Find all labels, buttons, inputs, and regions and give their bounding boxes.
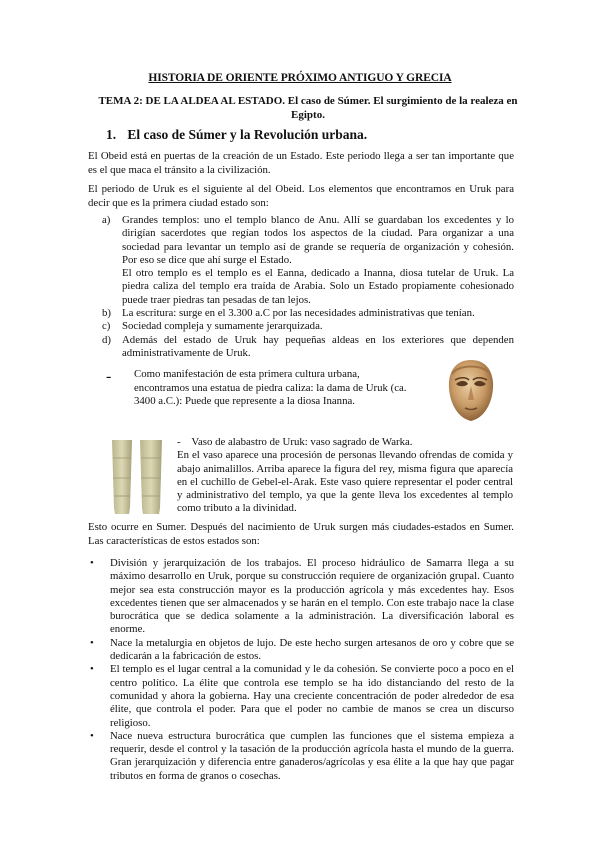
list-item [88, 214, 514, 307]
dama-de-uruk-text: Como manifestación de esta primera cultura urbana, encontramos una estatua de piedra caliza: la dama de Uruk (ca. 3400 a.C.): Puede que represente a la diosa Inanna. [134, 368, 407, 408]
mask-illustration [440, 356, 502, 424]
lady-of-uruk-image [440, 356, 502, 424]
list-item-text: Además del estado de Uruk hay pequeñas aldeas en los exteriores que dependen administrativamente de Uruk. [122, 333, 514, 359]
list-item [88, 557, 514, 637]
bullet-marker: • [90, 729, 94, 742]
list-marker: d) [102, 333, 111, 346]
list-marker: b) [102, 307, 111, 320]
list-item [88, 730, 514, 783]
warka-vase-note [177, 436, 513, 516]
list-item-text: Sociedad compleja y sumamente jerarquizada. [122, 320, 323, 333]
list-marker: c) [102, 320, 111, 333]
list-item-text: La escritura: surge en el 3.300 a.C por las necesidades administrativas que tenían. [122, 307, 475, 320]
section-number: 1. [106, 127, 117, 142]
document-title: HISTORIA DE ORIENTE PRÓXIMO ANTIGUO Y GRECIA [148, 72, 452, 84]
paragraph-uruk: El periodo de Uruk es el siguiente al del Obeid. Los elementos que encontramos en Uruk para decir que es la primera ciudad estado son: [88, 183, 514, 209]
warka-vase-text: En el vaso aparece una procesión de personas llevando ofrendas de comida y abajo animalillos. Arriba aparece la figura del rey, misma figura que aparecía en el cuchillo de Gebel-el-Arak. Este vaso quiere representar el poder central y administrativo del templo, ya que la gente lleva los excedentes al templo como tributo a la divinidad. [177, 449, 513, 515]
uruk-elements-list [88, 214, 514, 360]
bullet-marker: • [90, 557, 94, 569]
list-marker: a) [102, 214, 111, 226]
list-item-text: División y jerarquización de los trabajos. El proceso hidráulico de Samarra llega a su máximo desarrollo en Uruk, porque su construcción requiere de organización grupal. Cuanto mejor sea esta construcción mayor es la producción agrícola y más excedentes hay. Esos excedentes tienen que ser almacenados y se harán en el templo. Con este trabajo nace la clase burocrática que se dedica solamente a la administración. La diversificación laboral es enorme. [110, 557, 514, 636]
dama-de-uruk-note [106, 368, 416, 409]
section-title: El caso de Súmer y la Revolución urbana. [127, 127, 368, 142]
dash-marker: - [177, 436, 181, 448]
paragraph-sumer: Esto ocurre en Sumer. Después del nacimiento de Uruk surgen más ciudades-estados en Sumer. Las características de estos estados son: [88, 521, 514, 547]
topic-heading: TEMA 2: DE LA ALDEA AL ESTADO. El caso de Súmer. El surgimiento de la realeza en Egipto. [98, 95, 518, 121]
paragraph-obeid: El Obeid está en puertas de la creación de un Estado. Este periodo llega a ser tan importante que es el que maca el tránsito a la civilización. [88, 150, 514, 176]
list-item [88, 637, 514, 664]
list-item-text: Nace nueva estructura burocrática que cumplen las funciones que el sistema empieza a requerir, desde el control y la tasación de la producción agrícola hasta el mundo de la guerra. Gran jerarquización y diferencia entre ganaderos/agrícolas y esa élite a la que hay que pagar tributos en forma de granos o cosechas. [110, 729, 514, 782]
warka-vase-image [108, 438, 166, 516]
vase-title-text: Vaso de alabastro de Uruk: vaso sagrado de Warka. [191, 436, 413, 448]
list-item-text: Nace la metalurgia en objetos de lujo. De este hecho surgen artesanos de oro y cobre que se dedicarán a la fabricación de estos. [110, 636, 514, 663]
list-item-text: El templo es el lugar central a la comunidad y le da cohesión. Se convierte poco a poco en el centro político. La élite que controla ese templo se ha ido distanciando del resto de la comunidad y ahora la gobierna. Hay una creciente concentración de poder alrededor de esa élite, que controla el poder. Para que el poder no cambie de manos se crea un discurso religioso. [110, 663, 514, 729]
bullet-marker: • [90, 636, 94, 649]
list-item [88, 307, 514, 320]
characteristics-list [88, 557, 514, 783]
warka-vase-title [177, 436, 513, 449]
dash-marker: - [106, 368, 112, 385]
list-item-extra: El otro templo es el templo es el Eanna, dedicado a Inanna, diosa tutelar de Uruk. La piedra caliza del templo era traída de Arabia. Solo un Estado propiamente cohesionado puede traer piedras tan pesadas de tan lejos. [122, 267, 514, 306]
list-item [88, 663, 514, 729]
list-item-text: Grandes templos: uno el templo blanco de Anu. Allí se guardaban los excedentes y lo dirigían sacerdotes que regían todos los aspectos de la ciudad. Para organizar a una sociedad para levantar un templo así de grande se requería de organización y cohesión. Por eso se dice que ahí surge el Estado. [122, 214, 514, 266]
vase-illustration [108, 438, 166, 516]
list-item [88, 320, 514, 333]
bullet-marker: • [90, 663, 94, 676]
section-heading [106, 127, 367, 143]
